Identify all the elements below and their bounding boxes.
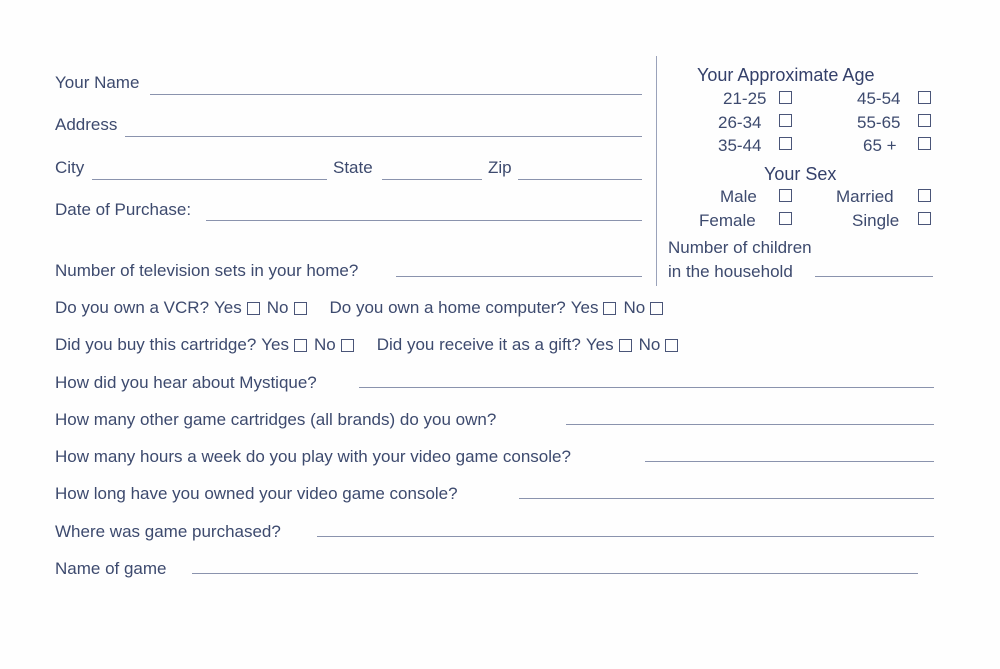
vcr-yes-label: Yes [214, 298, 242, 317]
bought-no-checkbox[interactable] [341, 339, 354, 352]
tv-sets-field[interactable] [396, 276, 642, 277]
state-label: State [333, 158, 373, 177]
address-field[interactable] [125, 136, 642, 137]
computer-no-checkbox[interactable] [650, 302, 663, 315]
gift-no-checkbox[interactable] [665, 339, 678, 352]
marital-option-label: Single [852, 211, 900, 230]
age-option-label: 26-34 [718, 113, 762, 132]
console-owned-field[interactable] [519, 498, 934, 499]
age-heading: Your Approximate Age [697, 65, 875, 85]
gift-yes-label: Yes [585, 335, 614, 354]
computer-question: Do you own a home computer? [329, 298, 566, 317]
age-45-54-checkbox[interactable] [918, 91, 931, 104]
vcr-question: Do you own a VCR? [55, 298, 210, 317]
yes-no-row [55, 297, 670, 319]
gift-no-label: No [638, 335, 661, 354]
vcr-yes-checkbox[interactable] [247, 302, 260, 315]
age-35-44-checkbox[interactable] [779, 137, 792, 150]
date-of-purchase-label: Date of Purchase: [55, 200, 192, 219]
age-option-label: 65 + [863, 136, 897, 155]
single-checkbox[interactable] [918, 212, 931, 225]
marital-option-label: Married [836, 187, 894, 206]
bought-cartridge-question: Did you buy this cartridge? [55, 335, 257, 354]
city-field[interactable] [92, 179, 327, 180]
address-label: Address [55, 115, 118, 134]
zip-field[interactable] [518, 179, 642, 180]
date-of-purchase-field[interactable] [206, 220, 642, 221]
bought-yes-checkbox[interactable] [294, 339, 307, 352]
hear-about-question: How did you hear about Mystique? [55, 373, 317, 392]
age-21-25-checkbox[interactable] [779, 91, 792, 104]
your-name-label: Your Name [55, 73, 140, 92]
gift-question: Did you receive it as a gift? [376, 335, 581, 354]
zip-label: Zip [488, 158, 512, 177]
children-field[interactable] [815, 276, 933, 277]
your-name-field[interactable] [150, 94, 642, 95]
female-checkbox[interactable] [779, 212, 792, 225]
hear-about-field[interactable] [359, 387, 934, 388]
bought-yes-label: Yes [261, 335, 290, 354]
computer-yes-label: Yes [570, 298, 599, 317]
age-65-plus-checkbox[interactable] [918, 137, 931, 150]
age-26-34-checkbox[interactable] [779, 114, 792, 127]
name-of-game-label: Name of game [55, 559, 167, 578]
tv-sets-label: Number of television sets in your home? [55, 261, 359, 280]
male-checkbox[interactable] [779, 189, 792, 202]
vcr-no-checkbox[interactable] [294, 302, 307, 315]
computer-yes-checkbox[interactable] [603, 302, 616, 315]
hours-per-week-question: How many hours a week do you play with your video game console? [55, 447, 571, 466]
bought-no-label: No [314, 335, 336, 354]
name-of-game-field[interactable] [192, 573, 918, 574]
gift-yes-checkbox[interactable] [619, 339, 632, 352]
age-option-label: 55-65 [857, 113, 901, 132]
children-label-line2: in the household [668, 262, 793, 281]
where-purchased-question: Where was game purchased? [55, 522, 281, 541]
sex-heading: Your Sex [764, 164, 837, 184]
age-55-65-checkbox[interactable] [918, 114, 931, 127]
age-option-label: 35-44 [718, 136, 762, 155]
sex-option-label: Male [720, 187, 757, 206]
vcr-no-label: No [266, 298, 289, 317]
section-divider [656, 56, 657, 286]
children-label-line1: Number of children [668, 238, 812, 257]
state-field[interactable] [382, 179, 482, 180]
where-purchased-field[interactable] [317, 536, 934, 537]
computer-no-label: No [623, 298, 646, 317]
cartridges-owned-field[interactable] [566, 424, 934, 425]
married-checkbox[interactable] [918, 189, 931, 202]
console-owned-question: How long have you owned your video game console? [55, 484, 458, 503]
cartridges-owned-question: How many other game cartridges (all brands) do you own? [55, 410, 497, 429]
city-label: City [55, 158, 85, 177]
age-option-label: 45-54 [857, 89, 901, 108]
hours-per-week-field[interactable] [645, 461, 934, 462]
yes-no-row [55, 334, 685, 356]
age-option-label: 21-25 [723, 89, 767, 108]
sex-option-label: Female [699, 211, 756, 230]
